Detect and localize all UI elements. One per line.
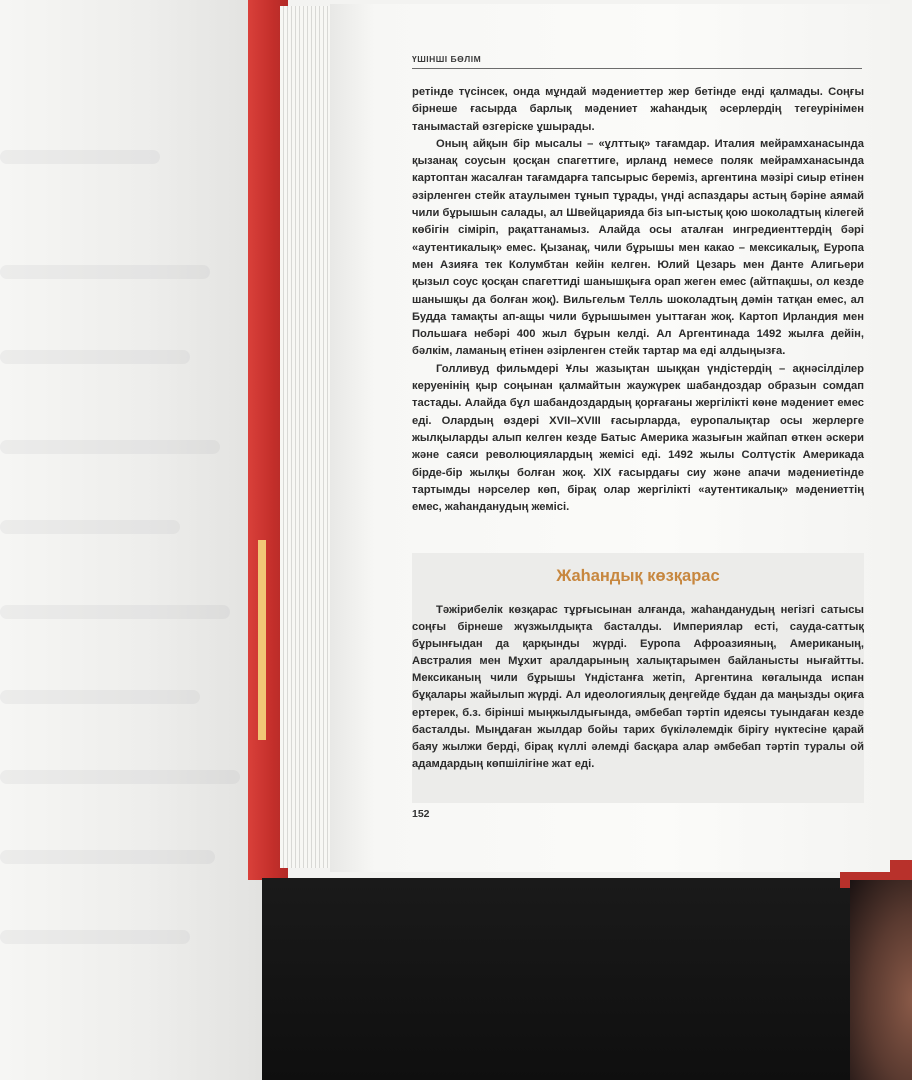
section-text (412, 602, 864, 773)
bookmark-edge (258, 540, 266, 740)
section-title: Жаһандық көзқарас (556, 567, 720, 585)
hand-shadow (850, 880, 912, 1080)
paragraph: Голливуд фильмдері Ұлы жазықтан шыққан үндістердің – ақнәсілділер керуенінің қыр соңынан қалмайтын жаужүрек шабандоздар образын сомдап тастады. Алайда бұл шабандоздардың қорғағаны жергілікті көне мәдениет емес еді. Олардың өздері XVII–XVIII ғасырларда, еуропалықтар осы жерлерге жылқыларды алып келген кезде Батыс Америка жазығын жайпап өткен әскери және саяси революциялардың жемісі еді. 1492 жылы Солтүстік Америкада бірде-бір жылқы болған жоқ. XIX ғасырдағы сиу және апачи мәдениетінде тартымды нәрселер көп, бірақ олар жергілікті «аутентикалық» мәдениеттің емес, жаһанданудың жемісі. (412, 362, 864, 514)
body-text (412, 84, 864, 516)
paragraph: Тәжірибелік көзқарас тұрғысынан алғанда, жаһанданудың негізгі сатысы соңғы бірнеше жүзжылдықта басталды. Империялар есті, сауда-саттық бұрынғыдан да қарқынды жүрді. Еуропа Афроазияның, Американың, Австралия мен Мұхит аралдарының халықтарымен байланысты нығайтты. Мексиканың чили бұрышы Үндістанға жетіп, Аргентина көгалында испан бұқалары жайылып жүрді. Ал идеологиялық деңгейде бұдан да маңызды оқиға ертерек, б.з. бірінші мыңжылдығында, әмбебап тәртіп идеясы туындаған кезде басталды. Мыңдаған жылдар бойы тарих бүкіләлемдік бірігу нүктесіне қарай баяу жылжи берді, бірақ күллі әлемді басқара алар әмбебап тәртіп туралы ой адамдардың көпшілігіне жат еді. (412, 604, 864, 770)
paragraph: ретінде түсінсек, онда мұндай мәдениеттер жер бетінде енді қалмады. Соңғы бірнеше ғасырда барлық мәдениет жаһандық әсерлердің тегеурінімен танымастай өзгеріске ұшырады. (412, 86, 864, 133)
page-number: 152 (412, 808, 430, 820)
page-stack-edges (280, 6, 330, 868)
facing-page-blurred (0, 0, 262, 1080)
dark-background (262, 878, 912, 1080)
paragraph: Оның айқын бір мысалы – «ұлттық» тағамдар. Италия мейрамханасында қызанақ соусын қосқан спагеттиге, ирланд немесе поляк мейрамханасында картоптан жасалған тағамдарға тапсырыс береміз, аргентина мәзірі сиыр етінен әзірленген стейк атаулымен тұнып тұрады, үнді аспаздары астың бәріне аямай чили бұрышын салады, ал Швейцарияда біз ып-ыстық қою шоколадтың кілегей көбігін сіміріп, рақаттанамыз. Алайда осы аталған ингредиенттердің бәрі «аутентикалық» емес. Қызанақ, чили бұрышы мен какао – мексикалық, Еуропа мен Азияға тек Колумбтан кейін келген. Юлий Цезарь мен Данте Алигьери қызыл соус қосқан спагеттиді шанышқыға орап жеген емес (айтпақшы, ол кезде шанышқы да болған жоқ). Вильгельм Телль шоколадтың дәмін татқан емес, ал Будда тамақты ап-ащы чили бұрышымен уыттаған жоқ. Картоп Ирландия мен Польшаға небәрі 400 жыл бұрын келді. Ал Аргентинада 1492 жылға дейін, бәлкім, ламаның етінен әзірленген стейк тартар ма еді алдыңызға. (412, 137, 864, 358)
running-head: ҮШІНШІ БӨЛІМ (412, 54, 862, 69)
